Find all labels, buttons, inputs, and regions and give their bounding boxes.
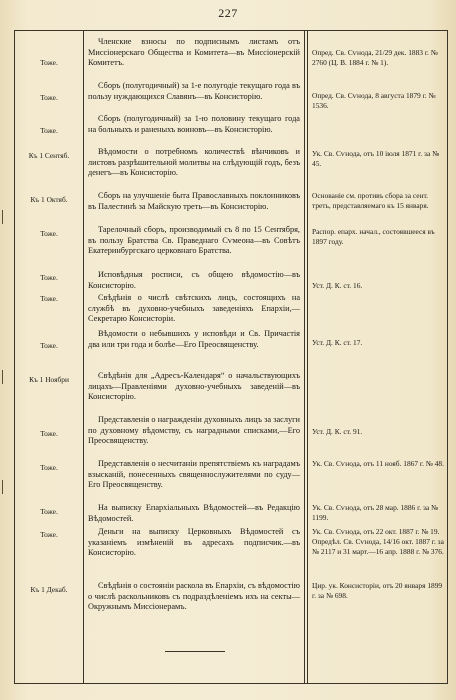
row-date: Тоже. (40, 229, 58, 238)
row-date: Тоже. (40, 126, 58, 135)
end-rule (165, 651, 225, 652)
schedule-table (14, 30, 448, 684)
row-reference: Уст. Д. К. ст. 16. (312, 281, 363, 290)
row-date: Тоже. (40, 463, 58, 472)
row-description: Свѣдѣнія о состояніи раскола въ Епархіи, съ вѣдомостію о числѣ раскольниковъ съ подраздѣленіемъ ихъ на секты—Окружнымъ Миссіонерамъ. (88, 581, 300, 612)
row-reference: Опред. Св. Сѵнода, 8 августа 1879 г. № 1536. (312, 91, 436, 110)
row-date: Тоже. (40, 273, 58, 282)
row-description: Членские взносы по подписнымъ листамъ отъ Миссіонерскаго Общества и Комитета—въ Миссіонерскій Комитетъ. (88, 37, 300, 68)
row-description: На выписку Епархіальныхъ Вѣдомостей—въ Редакцію Вѣдомостей. (88, 503, 300, 523)
row-reference: Ук. Св. Сѵнода, отъ 11 нояб. 1867 г. № 48. (312, 459, 444, 468)
row-date: Тоже. (40, 429, 58, 438)
row-description: Вѣдомости о небывшихъ у исповѣди и Св. Причастія два или три года и болѣе—Его Преосвященству. (88, 329, 300, 349)
row-description: Представленія о несчитаніи препятствіемъ къ наградамъ взысканій, понесенныхъ священнослужителями по суду—Его Преосвященству. (88, 459, 300, 490)
row-date: Тоже. (40, 294, 58, 303)
row-reference: Уст. Д. К. ст. 17. (312, 338, 363, 347)
row-reference: Ук. Св. Сѵнода, отъ 28 мар. 1886 г. за № 1199. (312, 503, 439, 522)
row-description: Сборъ (полугодичный) за 1-е полугодіе текущаго года въ пользу нуждающихся Славянъ—въ Консисторію. (88, 81, 300, 101)
row-date: Тоже. (40, 507, 58, 516)
row-date: Тоже. (40, 530, 58, 539)
column-divider (307, 31, 308, 683)
row-description: Исповѣдныя росписи, съ общею вѣдомостію—въ Консисторію. (88, 270, 300, 290)
margin-mark (2, 370, 6, 384)
column-divider (304, 31, 305, 683)
row-reference: Уст. Д. К. ст. 91. (312, 427, 363, 436)
row-date: Тоже. (40, 93, 58, 102)
row-reference: Распор. епарх. начал., состоявшееся въ 1897 году. (312, 227, 435, 246)
row-description: Свѣдѣнія о числѣ свѣтскихъ лицъ, состоящихъ на службѣ въ духовно-учебныхъ заведеніяхъ Епархіи,—Секретарю Консисторіи. (88, 293, 300, 324)
row-description: Тарелочный сборъ, производимый съ 8 по 15 Сентября, въ пользу Братства Св. Праведнаго Сѵмеона—въ Совѣтъ Екатеринбургскаго церковнаго Братства. (88, 225, 300, 256)
margin-mark (2, 480, 6, 494)
row-reference: Основаніе см. противъ сбора за сент. треть, представляемаго къ 15 января. (312, 191, 429, 210)
row-reference: Опред. Св. Сѵнода, 21/29 дек. 1883 г. № 2760 (Ц. В. 1884 г. № 1). (312, 48, 438, 67)
row-description: Представленія о награжденіи духовныхъ лицъ за заслуги по духовному вѣдомству, съ наградными списками,—Его Преосвященству. (88, 415, 300, 446)
row-date: Къ 1 Ноябри (29, 375, 69, 384)
row-description: Деньги на выписку Церковныхъ Вѣдомостей съ указаніемъ измѣненій въ адресахъ подписчик.—въ Консисторію. (88, 527, 300, 558)
row-reference: Ук. Св. Сѵнода, отъ 22 окт. 1887 г. № 19. Опредѣл. Св. Сѵнода, 14/16 окт. 1887 г. за № 2117 и 31 март.—16 апр. 1888 г. № 376. (312, 527, 444, 556)
page-number: 227 (218, 6, 238, 20)
row-date: Тоже. (40, 341, 58, 350)
row-description: Свѣдѣнія для „Адресъ-Календаря“ о начальствующихъ лицахъ—Правленіями духовно-учебныхъ заведеній—въ Консисторію. (88, 371, 300, 402)
margin-mark (2, 210, 6, 224)
row-reference: Цир. ук. Консисторіи, отъ 20 января 1899 г. за № 698. (312, 581, 443, 600)
row-date: Къ 1 Декаб. (30, 585, 68, 594)
row-date: Тоже. (40, 58, 58, 67)
column-divider (83, 31, 84, 683)
row-date: Къ 1 Октяб. (30, 195, 68, 204)
row-date: Къ 1 Сентяб. (28, 151, 70, 160)
row-description: Сборъ на улучшеніе быта Православныхъ поклонниковъ въ Палестинѣ за Майскую треть—въ Консисторію. (88, 191, 300, 211)
row-description: Сборъ (полугодичный) за 1-ю половину текущаго года на больныхъ и раненыхъ воиновъ—въ Консисторію. (88, 114, 300, 134)
row-description: Вѣдомости о потребномъ количествѣ вѣнчиковъ и листовъ разрѣшительной молитвы на слѣдующій годъ, безъ денегъ—въ Консисторію. (88, 147, 300, 178)
row-reference: Ук. Св. Сѵнода, отъ 10 іюля 1871 г. за № 45. (312, 149, 440, 168)
